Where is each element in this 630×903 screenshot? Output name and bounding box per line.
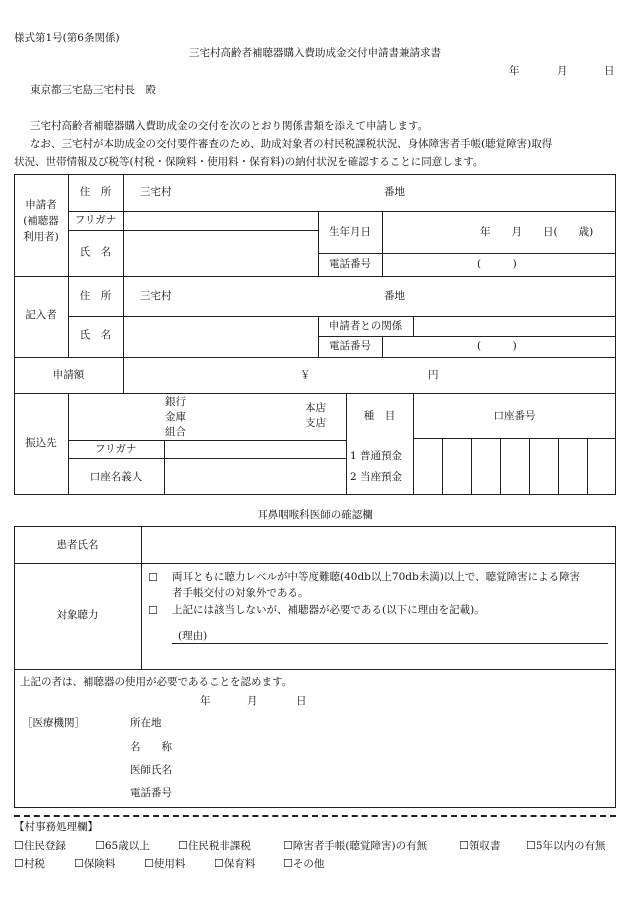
patient-name-label: 患者氏名 [56, 539, 99, 551]
form-title: 三宅村高齢者補聴器購入費助成金交付申請書兼請求書 [189, 47, 441, 59]
date-month-label: 月 [557, 65, 568, 77]
yen-mark: ￥ [300, 369, 311, 381]
checkbox-icon[interactable]: ☐ [148, 571, 158, 584]
applicant-label-3: 利用者) [23, 231, 59, 243]
account-type-current: 2 当座預金 [350, 471, 403, 483]
applicant-address-suffix: 番地 [384, 186, 405, 198]
checkbox-icon[interactable]: ☐ [95, 839, 105, 852]
account-type-ordinary: 1 普通預金 [350, 450, 403, 462]
applicant-address-prefix: 三宅村 [140, 186, 172, 198]
writer-name-label: 氏 名 [79, 329, 112, 341]
writer-phone-label: 電話番号 [329, 340, 371, 352]
separator-dashed [14, 815, 616, 817]
checkbox-icon[interactable]: ☐ [526, 839, 536, 852]
intro-line-1: 三宅村高齢者補聴器購入費助成金の交付を次のとおり関係書類を添えて申請します。 [30, 120, 429, 132]
applicant-label-2: (補聴器 [23, 215, 59, 227]
location-label: 所在地 [130, 717, 162, 729]
checkbox-icon[interactable]: ☐ [74, 857, 84, 870]
account-holder-label: 口座名義人 [89, 471, 143, 483]
bank-type-3: 組合 [165, 426, 186, 438]
doctor-table [14, 526, 616, 808]
intro-line-2: なお、三宅村が本助成金の交付要件審査のため、助成対象者の村民税課税状況、身体障害者手帳(聴覚障害)取得 [30, 138, 553, 150]
doctor-date-day: 日 [296, 695, 307, 707]
office-check-receipt[interactable]: ☐領収書 [459, 839, 501, 852]
office-check-tax-exempt[interactable]: ☐住民税非課税 [178, 839, 251, 852]
office-check-insurance[interactable]: ☐保険料 [74, 857, 116, 870]
checkbox-icon[interactable]: ☐ [14, 839, 24, 852]
amount-label: 申請額 [52, 369, 85, 381]
reason-line[interactable] [172, 643, 608, 644]
applicant-phone-value: ( ) [477, 258, 517, 270]
applicant-name-label: 氏 名 [79, 246, 112, 258]
checkbox-icon[interactable]: ☐ [148, 604, 158, 617]
reason-label: (理由) [178, 630, 208, 642]
office-check-disability[interactable]: ☐障害者手帳(聴覚障害)の有無 [283, 839, 428, 852]
applicant-label-1: 申請者 [25, 199, 57, 211]
writer-label: 記入者 [25, 309, 57, 321]
writer-address-prefix: 三宅村 [140, 290, 172, 302]
checkbox-icon[interactable]: ☐ [144, 857, 154, 870]
doctor-date-year: 年 [200, 695, 211, 707]
office-check-usage-fee[interactable]: ☐使用料 [144, 857, 186, 870]
doctor-date-month: 月 [247, 695, 258, 707]
writer-relation-label: 申請者との関係 [328, 320, 403, 332]
applicant-birth-label: 生年月日 [329, 226, 371, 238]
checkbox-icon[interactable]: ☐ [283, 857, 293, 870]
office-check-village-tax[interactable]: ☐村税 [14, 857, 45, 870]
form-number: 様式第1号(第6条関係) [14, 32, 120, 44]
applicant-furigana-label: フリガナ [74, 214, 117, 226]
checkbox-icon[interactable]: ☐ [14, 857, 24, 870]
office-title: 【村事務処理欄】 [14, 821, 98, 833]
institution-name-label: 名 称 [130, 741, 172, 753]
certify-text: 上記の者は、補聴器の使用が必要であることを認めます。 [20, 676, 293, 688]
account-type-label: 種 目 [363, 410, 396, 422]
transfer-label: 振込先 [25, 437, 57, 449]
account-number-label: 口座番号 [493, 410, 536, 422]
office-check-resident[interactable]: ☐住民登録 [14, 839, 66, 852]
checkbox-icon[interactable]: ☐ [214, 857, 224, 870]
office-check-other[interactable]: ☐その他 [283, 857, 325, 870]
holder-furigana-label: フリガナ [95, 443, 137, 455]
addressee: 東京都三宅島三宅村長 殿 [30, 84, 156, 96]
applicant-address-label: 住 所 [79, 186, 112, 198]
doctor-phone-label: 電話番号 [130, 787, 172, 799]
writer-address-label: 住 所 [79, 290, 112, 302]
applicant-birth-value: 年 月 日( 歳) [480, 226, 594, 238]
institution-label: ［医療機関］ [22, 717, 85, 729]
bank-type-1: 銀行 [165, 396, 186, 408]
doctor-section-title: 耳鼻咽喉科医師の確認欄 [257, 509, 373, 521]
office-check-childcare-fee[interactable]: ☐保育料 [214, 857, 256, 870]
bank-type-2: 金庫 [165, 411, 186, 423]
hearing-criterion-1-line1: 両耳ともに聴力レベルが中等度難聴(40db以上70db未満)以上で、聴覚障害による障害 [172, 571, 581, 583]
date-year-label: 年 [509, 65, 520, 77]
hearing-criterion-1-line2: 者手帳交付の対象外である。 [172, 587, 309, 599]
branch-type-1: 本店 [305, 402, 326, 414]
yen-unit: 円 [428, 369, 439, 381]
writer-phone-value: ( ) [477, 340, 517, 352]
branch-type-2: 支店 [305, 417, 326, 429]
office-check-five-years[interactable]: ☐5年以内の有無 [526, 839, 606, 852]
doctor-name-label: 医師氏名 [130, 764, 172, 776]
hearing-label: 対象聴力 [56, 609, 99, 621]
writer-address-suffix: 番地 [384, 290, 405, 302]
date-day-label: 日 [604, 65, 615, 77]
checkbox-icon[interactable]: ☐ [283, 839, 293, 852]
applicant-phone-label: 電話番号 [329, 258, 371, 270]
intro-line-3: 状況、世帯情報及び税等(村税・保険料・使用料・保育料)の納付状況を確認することに同意します。 [14, 156, 484, 168]
office-check-age[interactable]: ☐65歳以上 [95, 839, 150, 852]
checkbox-icon[interactable]: ☐ [178, 839, 188, 852]
hearing-criterion-2: 上記には該当しないが、補聴器が必要である(以下に理由を記載)。 [172, 604, 485, 616]
checkbox-icon[interactable]: ☐ [459, 839, 469, 852]
